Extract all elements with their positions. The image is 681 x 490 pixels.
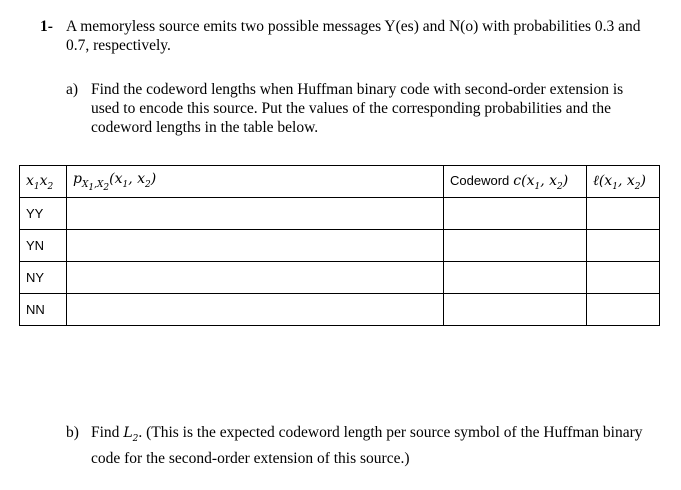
length-cell[interactable] <box>587 294 660 326</box>
part-a-label: a) <box>66 81 79 98</box>
row-symbol: NN <box>20 294 67 326</box>
codeword-cell[interactable] <box>444 230 587 262</box>
length-cell[interactable] <box>587 262 660 294</box>
codeword-cell[interactable] <box>444 294 587 326</box>
probability-cell[interactable] <box>67 262 444 294</box>
header-probability-math: $p_{X_1,X_2}(x_1$, $x_2$) <box>73 171 157 193</box>
table-row <box>20 262 660 294</box>
header-codeword <box>444 166 587 198</box>
table-header-row <box>20 166 660 198</box>
question-number: 1- <box>40 18 53 35</box>
part-a-text: Find the codeword lengths when Huffman binary code with second-order extension is used to encode this source. Put the values of the corresponding probabilities and the codeword lengths in the table below. <box>91 81 624 136</box>
header-length-math: $\ell(x_1$, $x_2$) <box>593 172 646 192</box>
probability-table <box>19 165 660 326</box>
part-b-text-start: Find <box>91 424 124 441</box>
length-cell[interactable] <box>587 230 660 262</box>
probability-cell[interactable] <box>67 294 444 326</box>
table-row <box>20 230 660 262</box>
probability-cell[interactable] <box>67 230 444 262</box>
question-text: A memoryless source emits two possible messages Y(es) and N(o) with probabilities 0.3 and 0.7, respectively. <box>66 18 641 54</box>
row-symbol: NY <box>20 262 67 294</box>
header-length <box>587 166 660 198</box>
probability-cell[interactable] <box>67 198 444 230</box>
header-x1x2-math: $x_1x_2$ <box>26 172 54 192</box>
header-symbol-pair <box>20 166 67 198</box>
length-cell[interactable] <box>587 198 660 230</box>
table-row <box>20 294 660 326</box>
codeword-cell[interactable] <box>444 198 587 230</box>
part-b-text-end: . (This is the expected codeword length per source symbol of the Huffman binary code for the second-order extension of this source.) <box>91 424 643 467</box>
codeword-cell[interactable] <box>444 262 587 294</box>
row-symbol: YN <box>20 230 67 262</box>
header-codeword-math: $c(x_1$, $x_2$) <box>513 172 569 192</box>
part-b-label: b) <box>66 424 79 441</box>
l2-math: $L_2$ <box>123 425 139 444</box>
row-symbol: YY <box>20 198 67 230</box>
header-joint-probability <box>67 166 444 198</box>
header-codeword-label: Codeword <box>450 172 510 188</box>
part-b-text <box>91 423 651 468</box>
table-row <box>20 198 660 230</box>
